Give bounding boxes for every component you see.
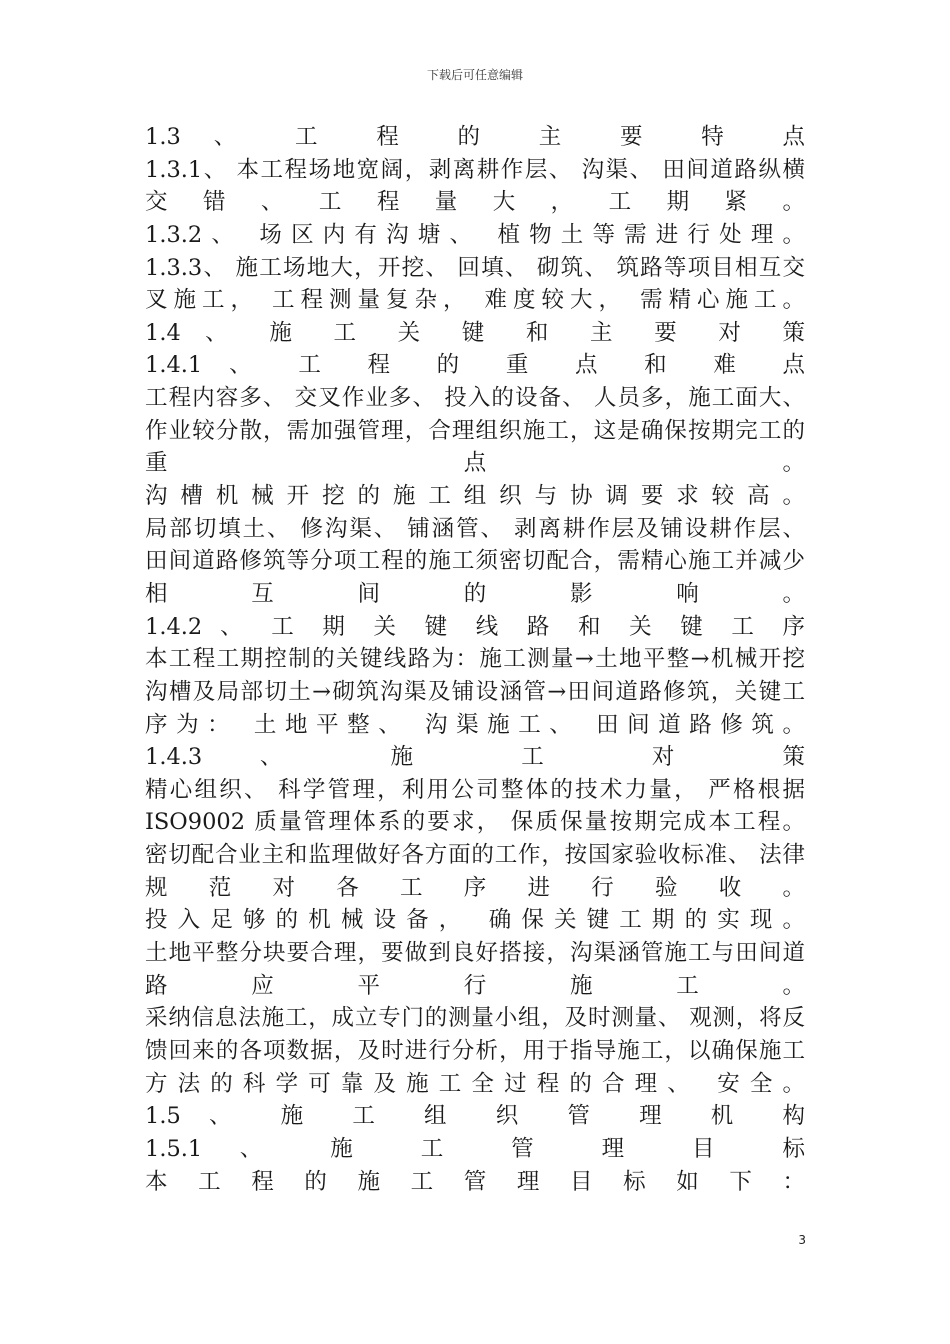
text-line: 局部切填土、 修沟渠、 铺涵管、 剥离耕作层及铺设耕作层、: [145, 515, 805, 542]
text-line: 1.4.1 、 工 程 的 重 点 和 难 点: [145, 352, 805, 379]
text-line: 序为： 土地平整、 沟渠施工、 田间道路修筑。: [145, 711, 805, 738]
text-line: 沟槽及局部切土→砌筑沟渠及铺设涵管→田间道路修筑，关键工: [145, 678, 805, 705]
page-header: 下载后可任意编辑: [426, 68, 523, 82]
text-line: 1.4 、 施 工 关 键 和 主 要 对 策: [145, 319, 805, 346]
text-line: 采纳信息法施工，成立专门的测量小组，及时测量、 观测，将反: [145, 1005, 805, 1032]
text-line: 1.3 、 工 程 的 主 要 特 点: [145, 124, 805, 150]
text-line: 1.4.2 、 工 期 关 键 线 路 和 关 键 工 序: [145, 613, 805, 640]
text-line: 交 错 、 工 程 量 大 ， 工 期 紧 。: [145, 189, 805, 216]
text-line: 1.3.3、 施工场地大，开挖、 回填、 砌筑、 筑路等项目相互交: [145, 254, 805, 281]
document-body: [145, 121, 805, 1198]
text-line: 1.4.3 、 施 工 对 策: [145, 744, 805, 771]
text-line: 相 互 间 的 影 响 。: [145, 580, 805, 607]
text-line: 1.5 、 施 工 组 织 管 理 机 构: [145, 1103, 805, 1130]
text-line: 馈回来的各项数据，及时进行分析，用于指导施工，以确保施工: [145, 1037, 805, 1064]
text-line: 工程内容多、 交叉作业多、 投入的设备、 人员多，施工面大、: [145, 385, 805, 412]
text-line: 投入足够的机械设备， 确保关键工期的实现。: [145, 907, 805, 934]
text-line: 田间道路修筑等分项工程的施工须密切配合，需精心施工并减少: [145, 548, 805, 575]
text-line: 规 范 对 各 工 序 进 行 验 收 。: [145, 874, 805, 901]
text-line: 重 点 。: [145, 450, 805, 477]
text-line: 密切配合业主和监理做好各方面的工作，按国家验收标准、 法律: [145, 842, 805, 869]
text-line: 1.3.2、 场区内有沟塘、 植物土等需进行处理。: [145, 221, 805, 248]
text-line: 路 应 平 行 施 工 。: [145, 972, 805, 999]
text-line: 作业较分散，需加强管理，合理组织施工，这是确保按期完工的: [145, 417, 805, 444]
text-line: 本 工 程 的 施 工 管 理 目 标 如 下 ：: [145, 1168, 805, 1195]
text-line: 1.5.1 、 施 工 管 理 目 标: [145, 1135, 805, 1162]
text-line: ISO9002 质量管理体系的要求， 保质保量按期完成本工程。: [145, 809, 805, 836]
text-line: 1.3.1、 本工程场地宽阔，剥离耕作层、 沟渠、 田间道路纵横: [145, 156, 805, 183]
text-line: 方法的科学可靠及施工全过程的合理、 安全。: [145, 1070, 805, 1097]
page-number: 3: [798, 1233, 806, 1247]
text-line: 本工程工期控制的关键线路为：施工测量→土地平整→机械开挖: [145, 646, 805, 673]
text-line: 沟槽机械开挖的施工组织与协调要求较高。: [145, 483, 805, 510]
text-line: 精心组织、 科学管理，利用公司整体的技术力量， 严格根据: [145, 776, 805, 803]
text-line: 叉施工， 工程测量复杂， 难度较大， 需精心施工。: [145, 287, 805, 314]
text-line: 土地平整分块要合理，要做到良好搭接，沟渠涵管施工与田间道: [145, 940, 805, 967]
